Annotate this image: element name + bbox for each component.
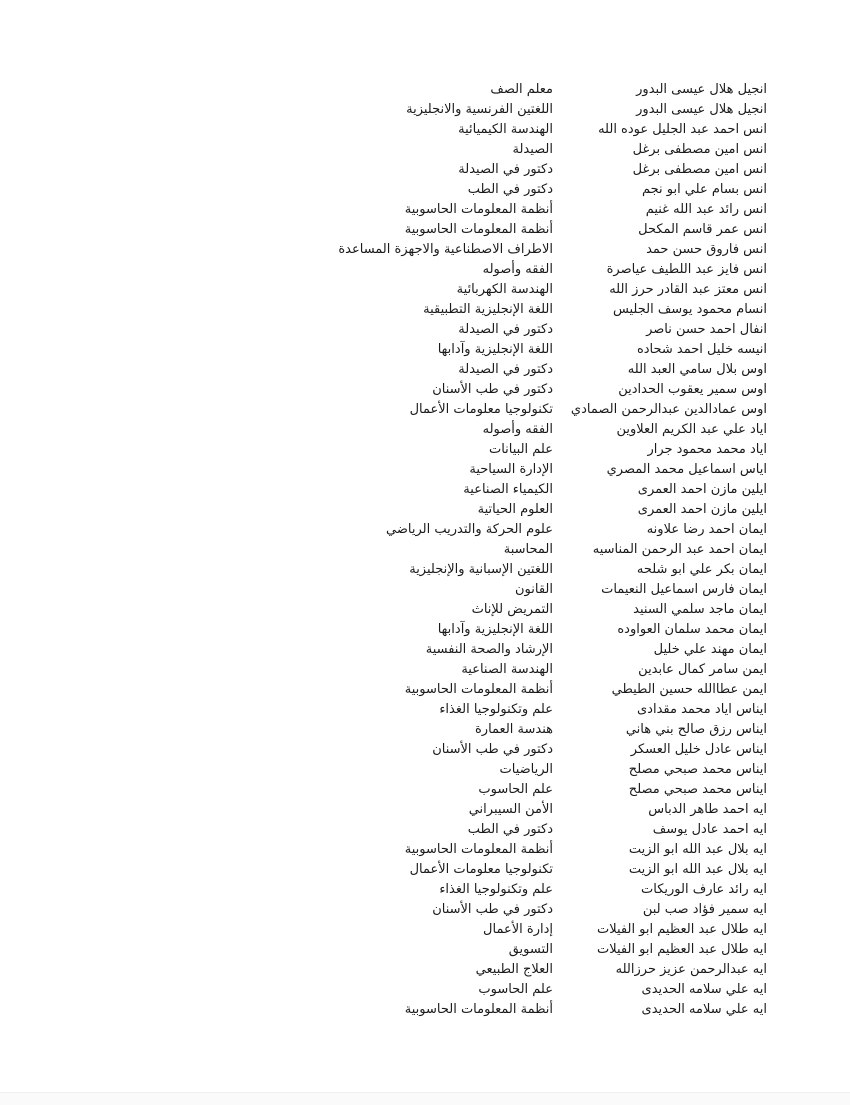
student-name: ايه طلال عبد العظيم ابو الفيلات bbox=[596, 922, 767, 937]
student-name: ايمان فارس اسماعيل النعيمات bbox=[601, 582, 767, 597]
student-name: انس معتز عبد القادر حرز الله bbox=[609, 282, 767, 297]
student-name: اوس سمير يعقوب الحدادين bbox=[618, 382, 767, 397]
major-name: الهندسة الكيميائية bbox=[458, 122, 553, 137]
student-name: ايه عبدالرحمن عزيز حرزالله bbox=[615, 962, 767, 977]
student-name: انس امين مصطفى برغل bbox=[632, 142, 767, 157]
list-item bbox=[167, 100, 767, 120]
student-name: ايمان مهند علي خليل bbox=[653, 642, 767, 657]
list-item bbox=[167, 780, 767, 800]
list-item bbox=[167, 900, 767, 920]
student-name: ايناس محمد صبحي مصلح bbox=[628, 782, 767, 797]
major-name: علم الحاسوب bbox=[478, 782, 553, 797]
major-name: اللغتين الإسبانية والإنجليزية bbox=[409, 562, 553, 577]
list-item bbox=[167, 120, 767, 140]
major-name: علم وتكنولوجيا الغذاء bbox=[439, 702, 553, 717]
student-name: ايمان محمد سلمان العواوده bbox=[617, 622, 767, 637]
list-item bbox=[167, 860, 767, 880]
student-name: اياد محمد محمود جرار bbox=[647, 442, 767, 457]
student-name: انجيل هلال عيسى البدور bbox=[636, 102, 767, 117]
major-name: الفقه وأصوله bbox=[482, 262, 553, 277]
major-name: التسويق bbox=[508, 942, 553, 957]
list-item bbox=[167, 560, 767, 580]
major-name: الهندسة الكهربائية bbox=[456, 282, 553, 297]
list-item bbox=[167, 980, 767, 1000]
list-item bbox=[167, 540, 767, 560]
major-name: الصيدلة bbox=[512, 142, 553, 157]
student-name: ايمن سامر كمال عابدين bbox=[638, 662, 767, 677]
list-item bbox=[167, 240, 767, 260]
major-name: العلوم الحياتية bbox=[477, 502, 553, 517]
list-item bbox=[167, 260, 767, 280]
student-name: اياد علي عبد الكريم العلاوين bbox=[616, 422, 767, 437]
list-item bbox=[167, 160, 767, 180]
major-name: علم وتكنولوجيا الغذاء bbox=[439, 882, 553, 897]
student-name: اوس بلال سامي العبد الله bbox=[627, 362, 767, 377]
list-item bbox=[167, 480, 767, 500]
student-name: ايه احمد طاهر الدباس bbox=[648, 802, 767, 817]
list-item bbox=[167, 200, 767, 220]
list-item bbox=[167, 1000, 767, 1020]
list-item bbox=[167, 800, 767, 820]
major-name: المحاسبة bbox=[503, 542, 553, 557]
list-item bbox=[167, 460, 767, 480]
list-item bbox=[167, 420, 767, 440]
major-name: أنظمة المعلومات الحاسوبية bbox=[404, 1002, 553, 1017]
major-name: تكنولوجيا معلومات الأعمال bbox=[409, 402, 553, 417]
list-item bbox=[167, 700, 767, 720]
major-name: أنظمة المعلومات الحاسوبية bbox=[404, 842, 553, 857]
major-name: الاطراف الاصطناعية والاجهزة المساعدة bbox=[338, 242, 553, 257]
student-name: انسام محمود يوسف الجليس bbox=[612, 302, 767, 317]
list-item bbox=[167, 620, 767, 640]
list-item bbox=[167, 940, 767, 960]
list-item bbox=[167, 380, 767, 400]
major-name: علم البيانات bbox=[488, 442, 553, 457]
list-item bbox=[167, 960, 767, 980]
major-name: دكتور في طب الأسنان bbox=[432, 902, 553, 917]
student-name: انس امين مصطفى برغل bbox=[632, 162, 767, 177]
major-name: أنظمة المعلومات الحاسوبية bbox=[404, 202, 553, 217]
student-name: ايلين مازن احمد العمرى bbox=[637, 502, 767, 517]
major-name: هندسة العمارة bbox=[474, 722, 553, 737]
major-name: دكتور في الطب bbox=[467, 182, 553, 197]
student-name: ايناس محمد صبحي مصلح bbox=[628, 762, 767, 777]
student-name: ايناس اياد محمد مقدادى bbox=[637, 702, 767, 717]
page-bottom-edge bbox=[0, 1092, 850, 1105]
list-item bbox=[167, 580, 767, 600]
list-item bbox=[167, 520, 767, 540]
major-name: دكتور في الصيدلة bbox=[458, 322, 553, 337]
major-name: العلاج الطبيعي bbox=[475, 962, 553, 977]
list-item bbox=[167, 180, 767, 200]
major-name: أنظمة المعلومات الحاسوبية bbox=[404, 682, 553, 697]
list-item bbox=[167, 820, 767, 840]
student-major-list bbox=[167, 80, 767, 1020]
student-name: اياس اسماعيل محمد المصري bbox=[606, 462, 767, 477]
list-item bbox=[167, 840, 767, 860]
major-name: الفقه وأصوله bbox=[482, 422, 553, 437]
list-item bbox=[167, 220, 767, 240]
list-item bbox=[167, 720, 767, 740]
student-name: ايه علي سلامه الحديدى bbox=[641, 1002, 767, 1017]
major-name: تكنولوجيا معلومات الأعمال bbox=[409, 862, 553, 877]
student-name: انس عمر قاسم المكحل bbox=[638, 222, 767, 237]
student-name: انس احمد عبد الجليل عوده الله bbox=[598, 122, 767, 137]
student-name: انس رائد عبد الله غنيم bbox=[645, 202, 767, 217]
student-name: ايه احمد عادل يوسف bbox=[652, 822, 767, 837]
list-item bbox=[167, 660, 767, 680]
student-name: انيسه خليل احمد شحاده bbox=[636, 342, 767, 357]
list-item bbox=[167, 440, 767, 460]
list-item bbox=[167, 880, 767, 900]
student-name: ايه رائد عارف الوريكات bbox=[641, 882, 767, 897]
major-name: الكيمياء الصناعية bbox=[463, 482, 553, 497]
list-item bbox=[167, 500, 767, 520]
list-item bbox=[167, 140, 767, 160]
student-name: ايه علي سلامه الحديدى bbox=[641, 982, 767, 997]
student-name: انفال احمد حسن ناصر bbox=[646, 322, 767, 337]
major-name: الأمن السيبراني bbox=[468, 802, 553, 817]
major-name: دكتور في طب الأسنان bbox=[432, 382, 553, 397]
list-item bbox=[167, 760, 767, 780]
major-name: معلم الصف bbox=[490, 82, 553, 97]
major-name: الرياضيات bbox=[499, 762, 553, 777]
student-name: ايه طلال عبد العظيم ابو الفيلات bbox=[596, 942, 767, 957]
major-name: الإدارة السياحية bbox=[469, 462, 553, 477]
list-item bbox=[167, 640, 767, 660]
student-name: انجيل هلال عيسى البدور bbox=[636, 82, 767, 97]
list-item bbox=[167, 280, 767, 300]
student-name: ايناس عادل خليل العسكر bbox=[630, 742, 767, 757]
student-name: انس فايز عبد اللطيف عياصرة bbox=[606, 262, 767, 277]
major-name: التمريض للإناث bbox=[471, 602, 553, 617]
major-name: اللغة الإنجليزية وآدابها bbox=[437, 342, 553, 357]
student-name: انس بسام علي ابو نجم bbox=[641, 182, 767, 197]
list-item bbox=[167, 320, 767, 340]
student-name: ايمن عطاالله حسين الطيطي bbox=[611, 682, 767, 697]
list-item bbox=[167, 360, 767, 380]
major-name: الهندسة الصناعية bbox=[461, 662, 553, 677]
list-item bbox=[167, 600, 767, 620]
major-name: اللغة الإنجليزية وآدابها bbox=[437, 622, 553, 637]
list-item bbox=[167, 300, 767, 320]
major-name: اللغتين الفرنسية والانجليزية bbox=[406, 102, 553, 117]
major-name: أنظمة المعلومات الحاسوبية bbox=[404, 222, 553, 237]
list-item bbox=[167, 920, 767, 940]
list-item bbox=[167, 740, 767, 760]
major-name: الإرشاد والصحة النفسية bbox=[425, 642, 553, 657]
student-name: ايه بلال عبد الله ابو الزيت bbox=[628, 842, 767, 857]
student-name: ايه سمير فؤاد صب لبن bbox=[642, 902, 767, 917]
student-name: ايلين مازن احمد العمرى bbox=[637, 482, 767, 497]
student-name: ايمان احمد عبد الرحمن المناسيه bbox=[592, 542, 767, 557]
student-name: ايمان احمد رضا علاونه bbox=[646, 522, 767, 537]
list-item bbox=[167, 80, 767, 100]
major-name: علوم الحركة والتدريب الرياضي bbox=[386, 522, 553, 537]
major-name: القانون bbox=[515, 582, 553, 597]
student-name: اوس عمادالدين عبدالرحمن الصمادي bbox=[570, 402, 767, 417]
student-name: ايمان بكر علي ابو شلحه bbox=[636, 562, 767, 577]
list-item bbox=[167, 340, 767, 360]
student-name: ايمان ماجد سلمي السنيد bbox=[633, 602, 767, 617]
major-name: دكتور في الطب bbox=[467, 822, 553, 837]
major-name: دكتور في الصيدلة bbox=[458, 362, 553, 377]
list-item bbox=[167, 680, 767, 700]
major-name: إدارة الأعمال bbox=[483, 922, 553, 937]
student-name: انس فاروق حسن حمد bbox=[646, 242, 767, 257]
major-name: دكتور في الصيدلة bbox=[458, 162, 553, 177]
major-name: اللغة الإنجليزية التطبيقية bbox=[423, 302, 553, 317]
list-item bbox=[167, 400, 767, 420]
major-name: دكتور في طب الأسنان bbox=[432, 742, 553, 757]
major-name: علم الحاسوب bbox=[478, 982, 553, 997]
student-name: ايناس رزق صالح بني هاني bbox=[625, 722, 767, 737]
student-name: ايه بلال عبد الله ابو الزيت bbox=[628, 862, 767, 877]
